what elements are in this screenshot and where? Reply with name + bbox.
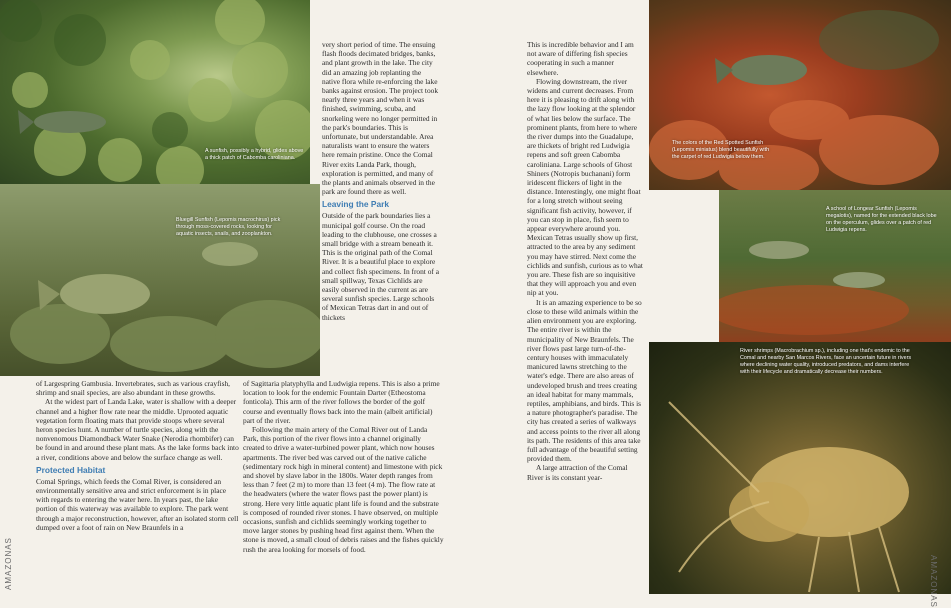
caption-shrimp: River shrimps (Macrobrachium sp.), including one that's endemic to the Comal and nearby San Marcos Rivers, face an uncertain future in rivers where declining water quality, introduced predators, and dams interfere with their lifecycle and dramatically decrease their numbers. — [740, 348, 912, 375]
photo-bluegill — [0, 184, 320, 376]
col4-paragraph-3: It is an amazing experience to be so close to these wild animals within the alien environment you are exploring. The entire river is within the municipality of New Braunfels. The river flows past large turn-of-the-century houses with immaculately manicured lawns stretching to the water's edge. There are also areas of undeveloped brush and trees creating an ideal habitat for many mammals, reptiles, amphibians, and birds. This is a nature photographer's paradise. The city has created a series of walkways and access points to the river all along its path. The residents of this area take full advantage of the beautiful setting provided them. — [527, 297, 642, 464]
col4-paragraph-1: This is incredible behavior and I am not aware of differing fish species cooperating in such a manner elsewhere. — [527, 40, 634, 77]
col3-paragraph-2: Outside of the park boundaries lies a municipal golf course. On the road leading to the clubhouse, one crosses a small bridge with a stream beneath it. This is the original path of the Comal River. It is a beautiful place to explore and collect fish specimens. In front of a small spillway, Texas Cichlids are easily observed in the current as are several sunfish species. Large schools of Mexican Tetras dart in and out of thickets — [322, 211, 439, 322]
col1-paragraph-3: Comal Springs, which feeds the Comal River, is considered an environmentally sensitive area and strict enforcement is in place with regards to entering the water here. In years past, the lake portion of this waterway was available to explore. The park went through a major reconstruction, however, after an isolated storm cell dumped over a foot of rain on New Braunfels in a — [36, 476, 239, 532]
column-2 — [243, 379, 444, 554]
col1-paragraph-2: At the widest part of Landa Lake, water is shallow with a deeper channel and a higher flow rate near the middle. Uprooted aquatic vegetation form floating mats that provide stoops where several heron species hunt. A number of turtle species, along with the nonvenomous Diamondback Water Snake (Nerodia rhombifer) can be found in and around these plant mats. As the lake forms back into a river, conditions above and below the surface change as well. — [36, 397, 239, 462]
folio-left: AMAZONAS — [4, 537, 13, 590]
column-4 — [527, 40, 643, 482]
heading-protected-habitat: Protected Habitat — [36, 464, 106, 475]
column-3 — [322, 40, 440, 322]
photo-river-shrimp — [649, 342, 951, 594]
col1-paragraph-1: of Largespring Gambusia. Invertebrates, such as various crayfish, shrimp and snail species, are also abundant in these growths. — [36, 379, 231, 398]
col4-paragraph-2: Flowing downstream, the river widens and current decreases. From here it is pleasing to drift along with the lazy flow looking at the splendor of what lies below the surface. The prominent plants, from here to where the river dumps into the Guadalupe, are thickets of bright red Ludwigia repens and soft green Cabomba caroliniana. Large schools of Ghost Shiners (Notropis buchanani) form iridescent flickers of light in the distance. Interestingly, one might float for a long stretch without seeing significant fish activity, however, if you can stop in place, fish seem to appear everywhere around you. Mexican Tetras usually show up first, attracted to the area by any sediment you may have stirred. Next come the cichlids and sunfish, curious as to what you are. These fish are so inquisitive that they will approach you and even nip at you. — [527, 76, 643, 298]
caption-longear: A school of Longear Sunfish (Lepomis megalotis), named for the extended black lobe on the operculum, glides over a patch of red Ludwigia repens. — [826, 206, 937, 233]
col3-paragraph-1: very short period of time. The ensuing flash floods decimated bridges, banks, and plant growth in the lake. The city did an amazing job replanting the native flora while re-enforcing the lake banks against erosion. The project took nearly three years and when it was finished, swimming, scuba, and snorkeling were no longer permitted in the park's boundaries. This is unfortunate, but understandable. Area naturalists want to ensure the waters here remain pristine. Once the Comal River exits Landa Park, though, exploration is permitted, and many of the plants and animals observed in the park are found there as well. — [322, 40, 439, 197]
folio-right: AMAZONAS — [929, 555, 938, 608]
caption-sunfish: A sunfish, possibly a hybrid, glides above a thick patch of Cabomba caroliniana. — [205, 148, 304, 161]
col2-paragraph-1: of Sagittaria platyphylla and Ludwigia repens. This is also a prime location to look for the endemic Fountain Darter (Etheostoma fonticola). This arm of the river follows the border of the golf course and eventually flows back into the main (albeit artificial) part of the river. — [243, 379, 440, 425]
col2-paragraph-2: Following the main artery of the Comal River out of Landa Park, this portion of the river flows into a channel originally created to drive a water-turbined power plant, which now houses apartments. The river bed was carved out of the native caliche (sedimentary rock high in mineral content) and limestone with pick and shovel by slave labor in the 1800s. Water depth ranges from less than 7 feet (2 m) to more than 13 feet (4 m). The flow rate at the headwaters (where the water flows past the power plant) is strong. Here very little aquatic plant life is found and the substrate is composed of rounded river stones. I have observed, on multiple occasions, sunfish and cichlids seemingly working together to move larger stones by pushing head first against them. When the stone is moved, a small cloud of debris raises and the fishes quickly rush the area looking for morsels of food. — [243, 425, 444, 554]
photo-red-spotted-sunfish — [649, 0, 951, 190]
caption-red-spotted: The colors of the Red Spotted Sunfish (Lepomis miniatus) blend beautifully with the carpet of red Ludwigia below them. — [672, 140, 770, 160]
caption-bluegill: Bluegill Sunfish (Lepomis macrochirus) pick through moss-covered rocks, looking for aquatic insects, snails, and zooplankton. — [176, 217, 281, 237]
heading-leaving-the-park: Leaving the Park — [322, 199, 390, 210]
column-1 — [36, 379, 240, 532]
col4-paragraph-4: A large attraction of the Comal River is its constant year- — [527, 463, 628, 482]
